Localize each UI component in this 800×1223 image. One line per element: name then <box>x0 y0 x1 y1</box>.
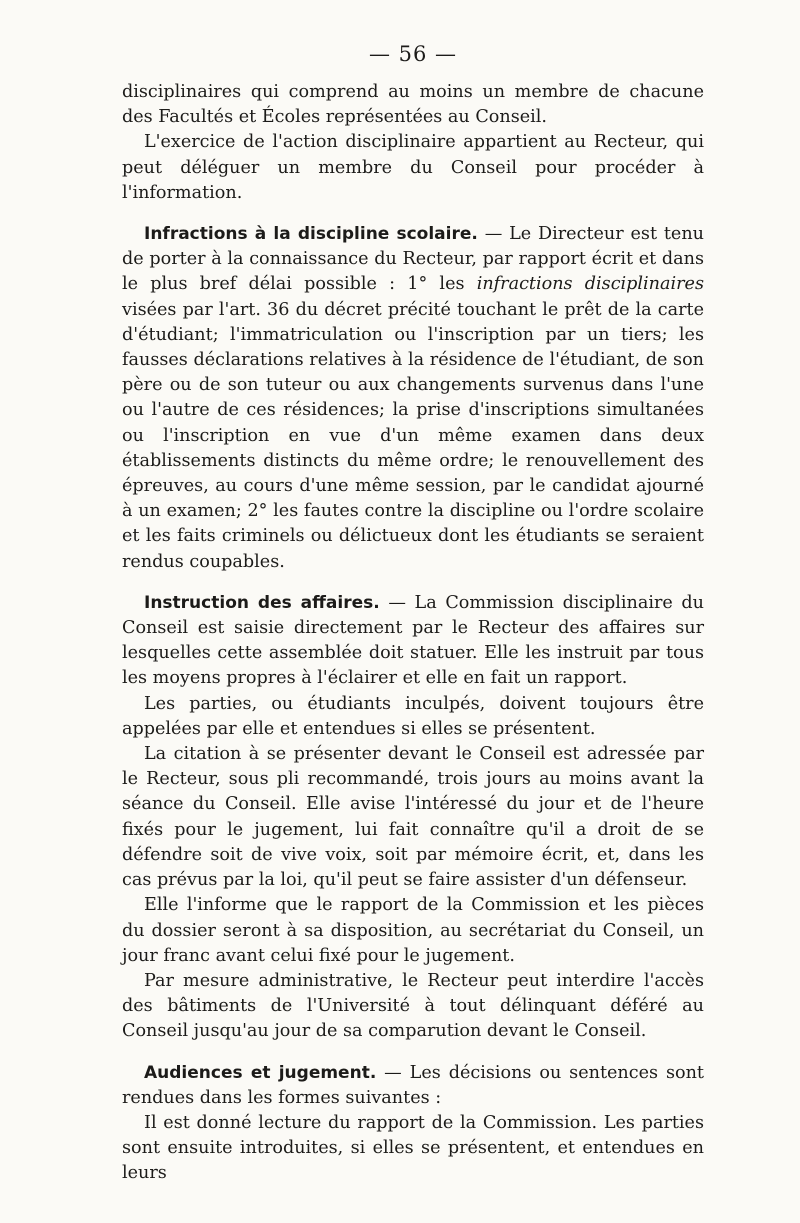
paragraph-citation: La citation à se présenter devant le Conseil est adressée par le Recteur, sous pli recommandé, trois jours au moins avant la séance du Conseil. Elle avise l'intéressé du jour et de l'heure fixés pour le jugement, lui fait connaître qu'il a droit de se défendre soit de vive voix, soit par mémoire écrit, et, dans les cas prévus par la loi, qu'il peut se faire assister d'un défenseur. <box>122 744 704 891</box>
section-infractions <box>122 222 704 575</box>
section-audiences <box>122 1061 704 1111</box>
section-heading-audiences: Audiences et jugement. <box>144 1062 377 1083</box>
paragraph-mesure: Par mesure administrative, le Recteur peut interdire l'accès des bâtiments de l'Université à tout délinquant déféré au Conseil jusqu'au jour de sa comparution devant le Conseil. <box>122 970 704 1042</box>
paragraph-parties: Les parties, ou étudiants inculpés, doivent toujours être appelées par elle et entendues si elles se présentent. <box>122 693 704 739</box>
section-instruction <box>122 591 704 692</box>
section-audiences-text: — Les décisions ou sentences sont rendues dans les formes suivantes : <box>122 1062 704 1108</box>
section-infractions-lead: — Le Directeur est tenu de porter à la connaissance du Recteur, par rapport écrit et dans le plus bref délai possible : 1° les <box>122 224 704 295</box>
page-number: — 56 — <box>368 42 458 66</box>
paragraph-informe: Elle l'informe que le rapport de la Commission et les pièces du dossier seront à sa disposition, au secrétariat du Conseil, un jour franc avant celui fixé pour le jugement. <box>122 895 704 966</box>
section-heading-instruction: Instruction des affaires. <box>144 592 380 613</box>
section-instruction-text: — La Commission disciplinaire du Conseil est saisie directement par le Recteur des affaires sur lesquelles cette assemblée doit statuer. Elle les instruit par tous les moyens propres à l'éclairer et elle en fait un rapport. <box>122 592 704 689</box>
section-infractions-italic: infractions disciplinaires <box>476 274 704 295</box>
paragraph-action-disciplinaire: L'exercice de l'action disciplinaire appartient au Recteur, qui peut déléguer un membre du Conseil pour procéder à l'information. <box>122 132 704 203</box>
paragraph-lecture: Il est donné lecture du rapport de la Commission. Les parties sont ensuite introduites, si elles se présentent, et entendues en leurs <box>122 1112 704 1184</box>
paragraph-continuation: disciplinaires qui comprend au moins un membre de chacune des Facultés et Écoles représentées au Conseil. <box>122 82 704 128</box>
section-infractions-tail: visées par l'art. 36 du décret précité touchant le prêt de la carte d'étudiant; l'immatriculation ou l'inscription par un tiers; les fausses déclarations relatives à la résidence de l'étudiant, de son père ou de son tuteur ou aux changements survenus dans l'une ou l'autre de ces résidences; la prise d'inscriptions simultanées ou l'inscription en vue d'un même examen dans deux établissements distincts du même ordre; le renouvellement des épreuves, au cours d'une même session, par le candidat ajourné à un examen; 2° les fautes contre la discipline ou l'ordre scolaire et les faits criminels ou délictueux dont les étudiants se seraient rendus coupables. <box>122 299 704 572</box>
section-heading-infractions: Infractions à la discipline scolaire. <box>144 224 478 245</box>
